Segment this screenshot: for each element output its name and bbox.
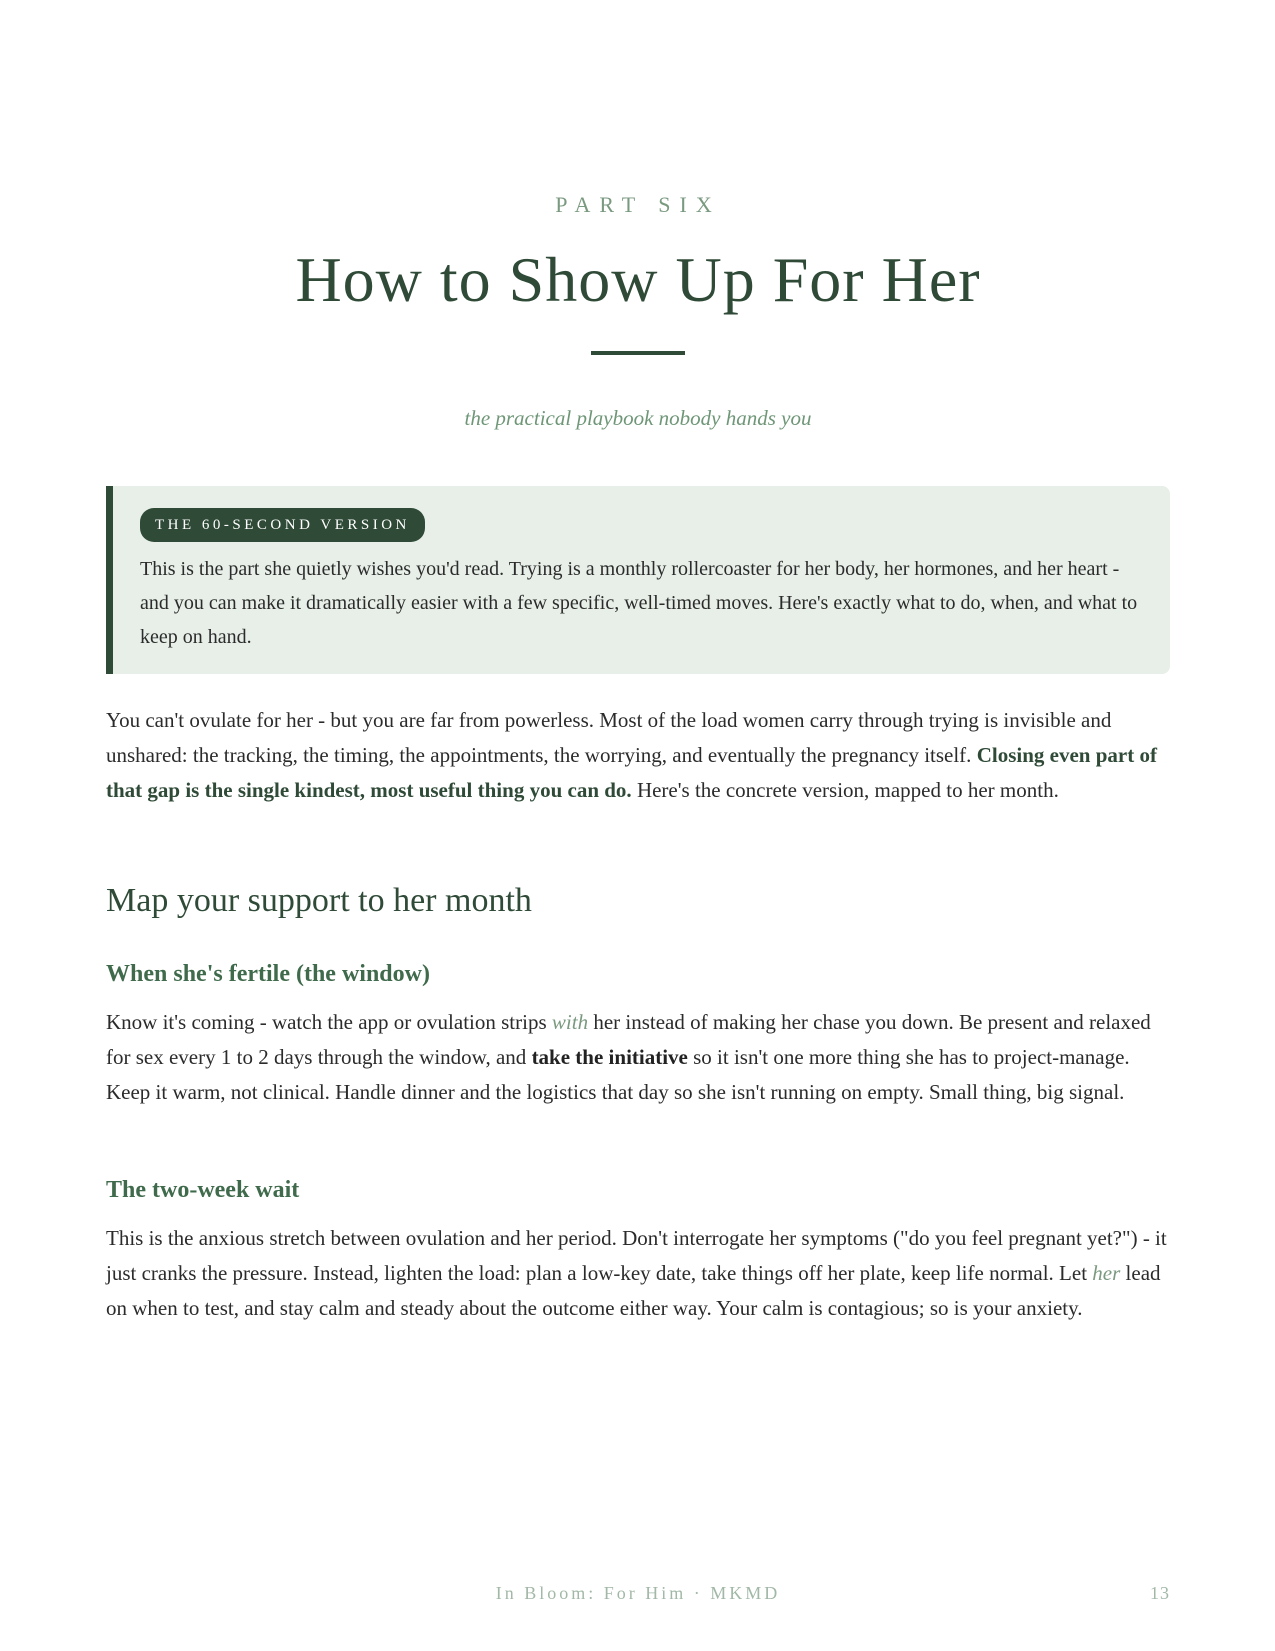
fertile-text: Know it's coming - watch the app or ovulation strips (106, 1010, 552, 1034)
fertile-text-end: so it isn't one more thing she has to project-manage. Keep it warm, not clinical. Handle dinner and the logistics that day so she isn't running on empty. Small thing, big signal. (106, 1045, 1130, 1104)
wait-paragraph (106, 1221, 1170, 1326)
intro-text-end: Here's the concrete version, mapped to her month. (631, 778, 1059, 802)
wait-text-end: lead on when to test, and stay calm and steady about the outcome either way. Your calm is contagious; so is your anxiety. (106, 1261, 1161, 1320)
fertile-text-mid: her instead of making her chase you down. Be present and relaxed for sex every 1 to 2 days through the window, and (106, 1010, 1151, 1069)
intro-paragraph (106, 703, 1170, 808)
part-label: PART SIX (555, 192, 721, 217)
wait-italic: her (1092, 1261, 1121, 1285)
wait-text: This is the anxious stretch between ovulation and her period. Don't interrogate her symptoms ("do you feel pregnant yet?") - it just cranks the pressure. Instead, lighten the load: plan a low-key date, take things off her plate, keep life normal. Let (106, 1226, 1167, 1285)
fertile-bold: take the initiative (531, 1045, 688, 1069)
page-title: How to Show Up For Her (295, 244, 981, 315)
wait-heading: The two-week wait (106, 1177, 300, 1203)
title-divider (591, 351, 685, 355)
fertile-italic: with (551, 1010, 589, 1034)
callout-text: This is the part she quietly wishes you'd read. Trying is a monthly rollercoaster for her body, her hormones, and her heart - and you can make it dramatically easier with a few specific, well-timed moves. Here's exactly what to do, when, and what to keep on hand. (140, 558, 1138, 648)
fertile-paragraph (106, 1005, 1170, 1110)
intro-emphasis: Closing even part of that gap is the single kindest, most useful thing you can do. (106, 743, 1157, 802)
summary-callout (106, 486, 1170, 674)
page-number: 13 (1150, 1583, 1170, 1603)
callout-badge: THE 60-SECOND VERSION (140, 508, 425, 542)
intro-text: You can't ovulate for her - but you are far from powerless. Most of the load women carry through trying is invisible and unshared: the tracking, the timing, the appointments, the worrying, and eventually the pregnancy itself. (106, 708, 1112, 767)
fertile-heading: When she's fertile (the window) (106, 961, 430, 987)
section-heading: Map your support to her month (106, 882, 532, 919)
footer-title: In Bloom: For Him · MKMD (495, 1583, 781, 1603)
page-subtitle: the practical playbook nobody hands you (464, 406, 812, 430)
